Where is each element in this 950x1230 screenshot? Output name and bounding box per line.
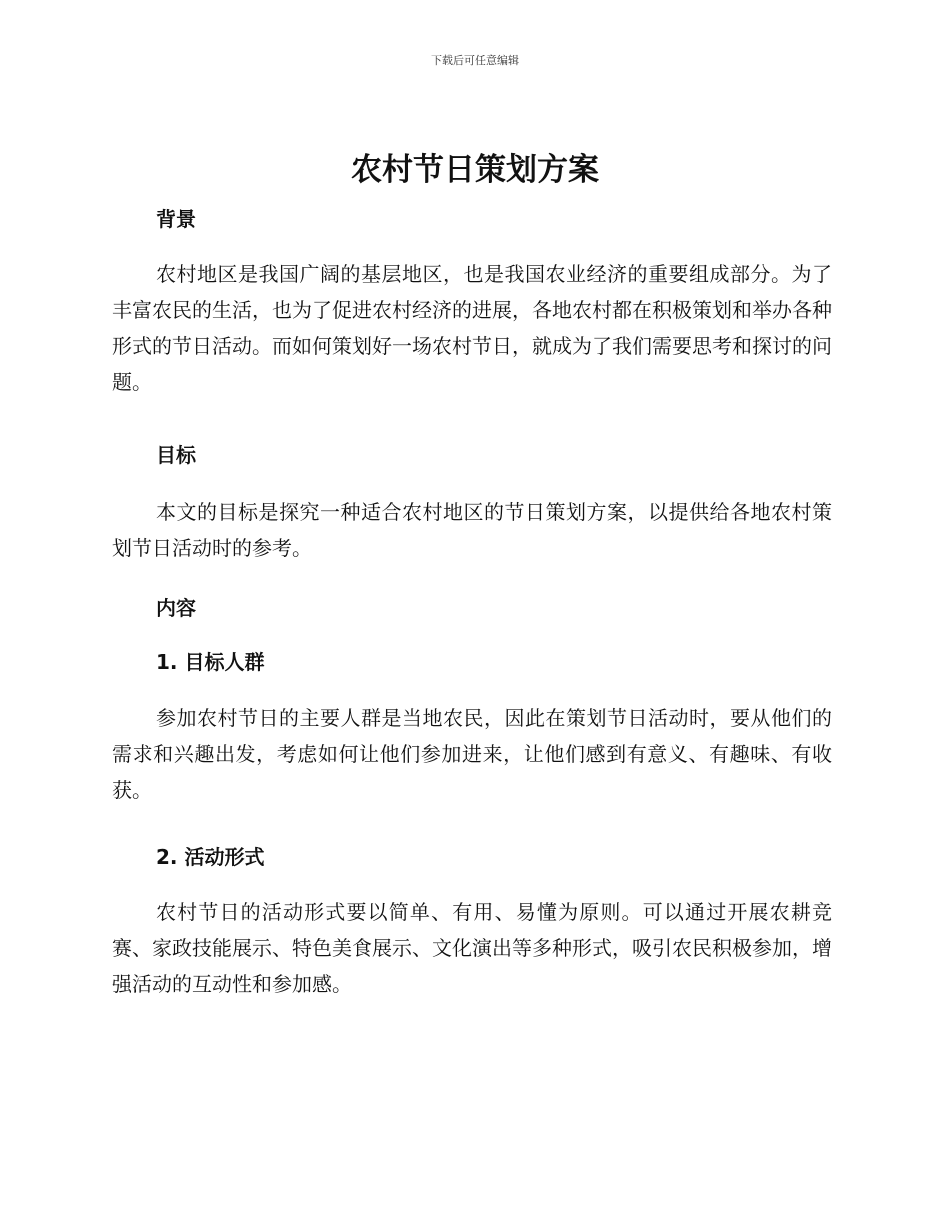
heading-background: 背景 (156, 207, 196, 231)
heading-goal: 目标 (156, 443, 196, 467)
paragraph-background: 农村地区是我国广阔的基层地区，也是我国农业经济的重要组成部分。为了丰富农民的生活，也为了促进农村经济的进展，各地农村都在积极策划和举办各种形式的节日活动。而如何策划好一场农村节日，就成为了我们需要思考和探讨的问题。 (112, 262, 832, 394)
paragraph-goal: 本文的目标是探究一种适合农村地区的节日策划方案，以提供给各地农村策划节日活动时的参考。 (112, 500, 832, 560)
heading-content: 内容 (156, 596, 196, 620)
document-title: 农村节日策划方案 (351, 152, 599, 188)
heading-target-audience: 1. 目标人群 (156, 650, 265, 674)
page-header-note: 下载后可任意编辑 (431, 54, 519, 67)
paragraph-activity-format: 农村节日的活动形式要以简单、有用、易懂为原则。可以通过开展农耕竞赛、家政技能展示、特色美食展示、文化演出等多种形式，吸引农民积极参加，增强活动的互动性和参加感。 (112, 900, 832, 996)
paragraph-target-audience: 参加农村节日的主要人群是当地农民，因此在策划节日活动时，要从他们的需求和兴趣出发，考虑如何让他们参加进来，让他们感到有意义、有趣味、有收获。 (112, 706, 832, 802)
heading-activity-format: 2. 活动形式 (156, 845, 265, 869)
